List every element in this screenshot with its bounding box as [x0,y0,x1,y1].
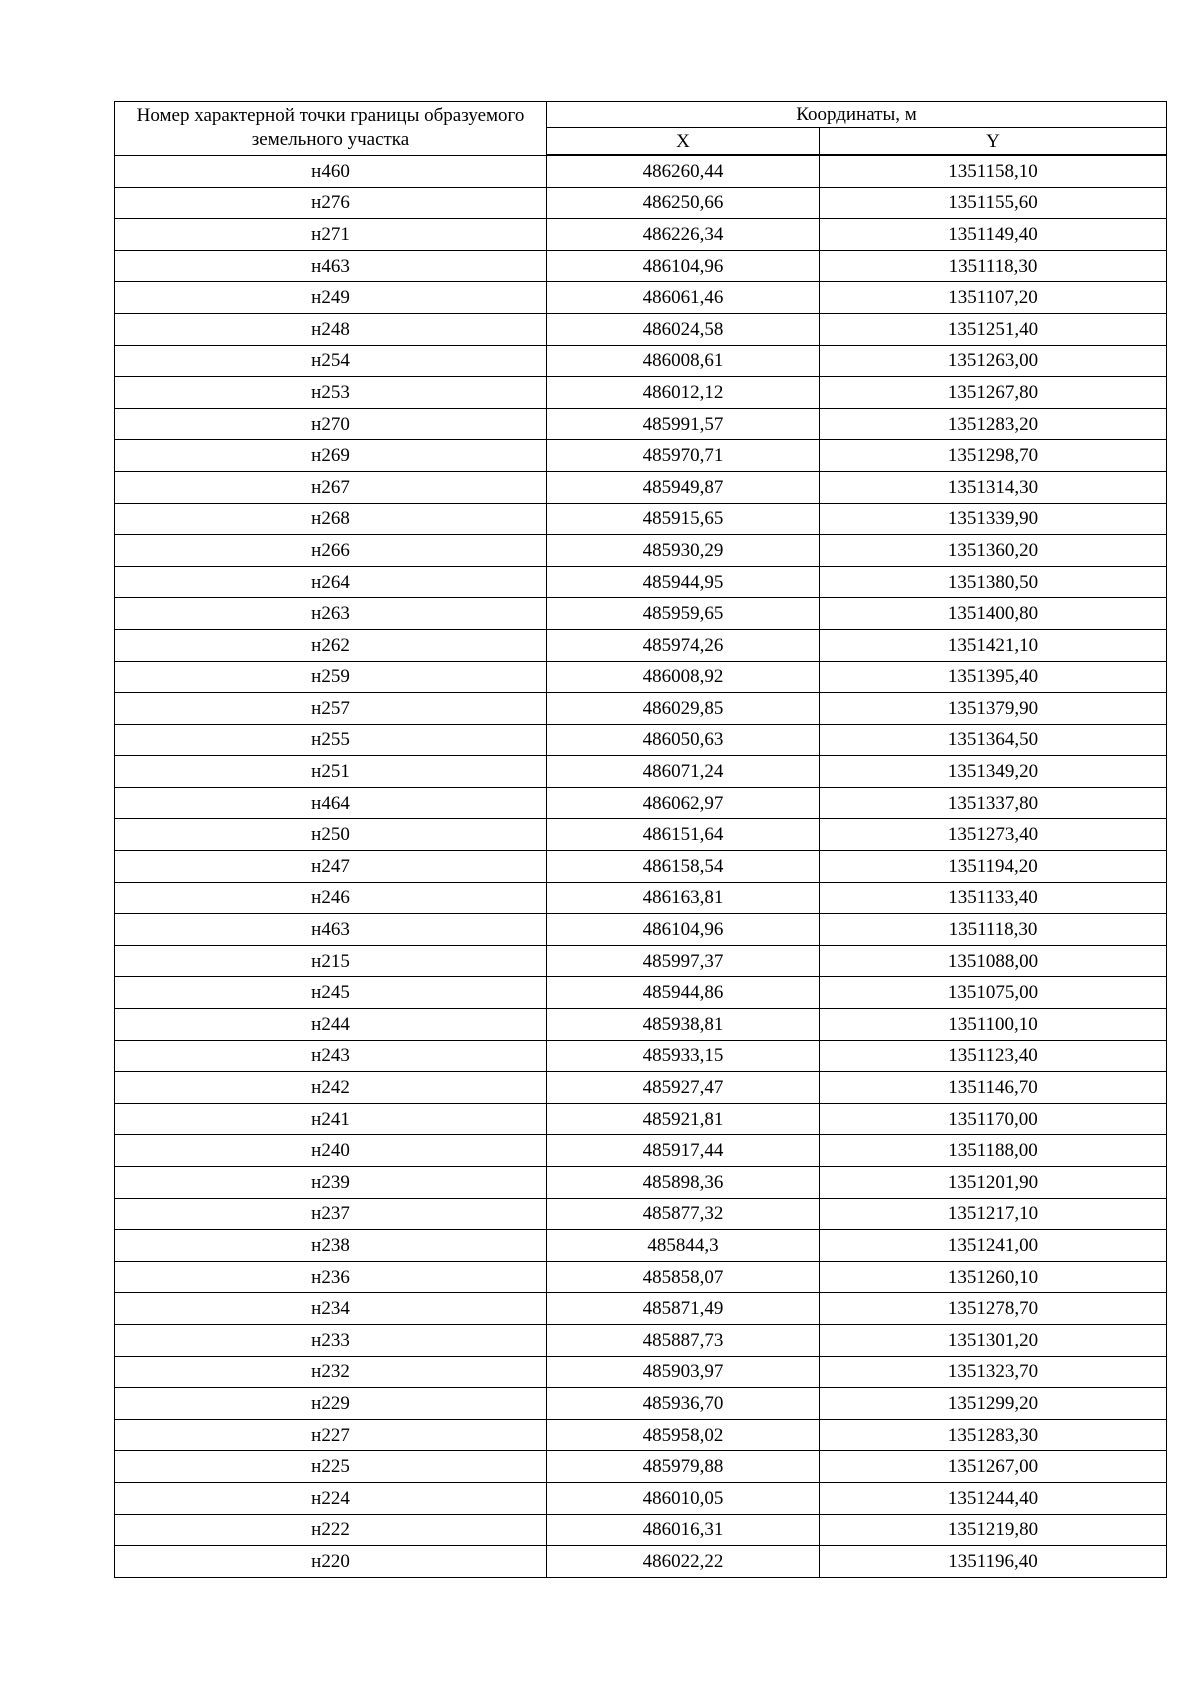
y-coordinate-cell: 1351349,20 [820,756,1167,788]
table-row [115,1419,1167,1451]
table-row [115,1482,1167,1514]
y-coordinate-cell: 1351395,40 [820,661,1167,693]
point-number-cell: н248 [115,313,547,345]
point-number-cell: н253 [115,377,547,409]
table-row [115,1167,1167,1199]
table-row [115,566,1167,598]
x-coordinate-cell: 485949,87 [547,471,820,503]
table-row [115,408,1167,440]
x-coordinate-cell: 486010,05 [547,1482,820,1514]
y-coordinate-cell: 1351158,10 [820,155,1167,187]
table-row [115,345,1167,377]
y-coordinate-cell: 1351400,80 [820,598,1167,630]
y-coordinate-cell: 1351100,10 [820,1009,1167,1041]
point-number-cell: н257 [115,693,547,725]
x-coordinate-cell: 486151,64 [547,819,820,851]
x-coordinate-cell: 486008,61 [547,345,820,377]
point-number-cell: н251 [115,756,547,788]
table-row [115,155,1167,187]
y-coordinate-cell: 1351196,40 [820,1546,1167,1578]
point-number-cell: н271 [115,219,547,251]
x-coordinate-cell: 485921,81 [547,1103,820,1135]
x-coordinate-cell: 485887,73 [547,1324,820,1356]
x-coordinate-cell: 485917,44 [547,1135,820,1167]
x-coordinate-cell: 486158,54 [547,851,820,883]
y-coordinate-cell: 1351088,00 [820,945,1167,977]
coordinates-table [114,101,1167,1578]
table-row [115,819,1167,851]
y-coordinate-cell: 1351263,00 [820,345,1167,377]
table-row [115,1103,1167,1135]
y-coordinate-cell: 1351283,20 [820,408,1167,440]
x-coordinate-cell: 485930,29 [547,535,820,567]
y-coordinate-cell: 1351146,70 [820,1072,1167,1104]
point-number-cell: н240 [115,1135,547,1167]
table-row [115,503,1167,535]
table-row [115,724,1167,756]
y-coordinate-cell: 1351337,80 [820,787,1167,819]
x-coordinate-cell: 486062,97 [547,787,820,819]
point-number-cell: н239 [115,1167,547,1199]
table-row [115,1135,1167,1167]
x-coordinate-cell: 485858,07 [547,1261,820,1293]
x-coordinate-cell: 485844,3 [547,1230,820,1262]
point-number-cell: н227 [115,1419,547,1451]
y-coordinate-cell: 1351107,20 [820,282,1167,314]
y-coordinate-cell: 1351267,80 [820,377,1167,409]
x-coordinate-cell: 486008,92 [547,661,820,693]
table-row [115,693,1167,725]
x-coordinate-cell: 485991,57 [547,408,820,440]
y-coordinate-cell: 1351201,90 [820,1167,1167,1199]
table-row [115,1451,1167,1483]
y-coordinate-cell: 1351360,20 [820,535,1167,567]
point-number-cell: н276 [115,187,547,219]
point-number-cell: н267 [115,471,547,503]
point-number-cell: н246 [115,882,547,914]
point-number-cell: н234 [115,1293,547,1325]
y-coordinate-cell: 1351299,20 [820,1388,1167,1420]
table-row [115,440,1167,472]
x-coordinate-cell: 485898,36 [547,1167,820,1199]
table-row [115,282,1167,314]
point-number-cell: н238 [115,1230,547,1262]
x-coordinate-cell: 485871,49 [547,1293,820,1325]
table-row [115,1324,1167,1356]
point-number-cell: н463 [115,914,547,946]
x-coordinate-cell: 485933,15 [547,1040,820,1072]
y-coordinate-cell: 1351075,00 [820,977,1167,1009]
table-row [115,661,1167,693]
point-number-cell: н215 [115,945,547,977]
point-number-header: Номер характерной точки границы образуемого земельного участка [115,102,547,156]
x-coordinate-cell: 486050,63 [547,724,820,756]
coordinates-header: Координаты, м [547,102,1167,128]
header-row-top [115,102,1167,128]
x-coordinate-cell: 485944,95 [547,566,820,598]
table-row [115,598,1167,630]
x-coordinate-cell: 485997,37 [547,945,820,977]
y-coordinate-cell: 1351118,30 [820,914,1167,946]
y-coordinate-cell: 1351298,70 [820,440,1167,472]
y-coordinate-cell: 1351283,30 [820,1419,1167,1451]
y-coordinate-cell: 1351118,30 [820,250,1167,282]
y-coordinate-cell: 1351188,00 [820,1135,1167,1167]
table-body [115,155,1167,1577]
x-coordinate-cell: 485959,65 [547,598,820,630]
x-coordinate-cell: 486061,46 [547,282,820,314]
x-coordinate-cell: 485958,02 [547,1419,820,1451]
x-coordinate-cell: 486226,34 [547,219,820,251]
point-number-cell: н241 [115,1103,547,1135]
y-coordinate-cell: 1351241,00 [820,1230,1167,1262]
x-coordinate-cell: 486104,96 [547,250,820,282]
table-row [115,756,1167,788]
y-coordinate-cell: 1351301,20 [820,1324,1167,1356]
table-row [115,1356,1167,1388]
x-coordinate-cell: 485927,47 [547,1072,820,1104]
table-row [115,1198,1167,1230]
table-row [115,1293,1167,1325]
table-row [115,787,1167,819]
table-row [115,535,1167,567]
point-number-cell: н236 [115,1261,547,1293]
point-number-cell: н254 [115,345,547,377]
x-coordinate-cell: 485974,26 [547,629,820,661]
table-row [115,629,1167,661]
table-row [115,977,1167,1009]
table-row [115,1009,1167,1041]
y-coordinate-cell: 1351380,50 [820,566,1167,598]
point-number-cell: н255 [115,724,547,756]
y-coordinate-cell: 1351251,40 [820,313,1167,345]
y-coordinate-cell: 1351244,40 [820,1482,1167,1514]
table-row [115,471,1167,503]
y-coordinate-cell: 1351219,80 [820,1514,1167,1546]
point-number-cell: н249 [115,282,547,314]
x-coordinate-cell: 485936,70 [547,1388,820,1420]
x-coordinate-cell: 485903,97 [547,1356,820,1388]
table-row [115,377,1167,409]
x-coordinate-cell: 485915,65 [547,503,820,535]
point-number-cell: н232 [115,1356,547,1388]
table-row [115,1261,1167,1293]
x-coordinate-cell: 486163,81 [547,882,820,914]
table-header [115,102,1167,156]
y-coordinate-cell: 1351278,70 [820,1293,1167,1325]
table-row [115,1514,1167,1546]
y-coordinate-cell: 1351217,10 [820,1198,1167,1230]
table-row [115,1072,1167,1104]
table-row [115,1546,1167,1578]
x-coordinate-cell: 486071,24 [547,756,820,788]
y-coordinate-cell: 1351149,40 [820,219,1167,251]
x-coordinate-cell: 486029,85 [547,693,820,725]
x-column-header: X [547,128,820,156]
y-coordinate-cell: 1351260,10 [820,1261,1167,1293]
point-number-cell: н264 [115,566,547,598]
table-row [115,313,1167,345]
point-number-cell: н268 [115,503,547,535]
table-row [115,250,1167,282]
y-coordinate-cell: 1351170,00 [820,1103,1167,1135]
table-row [115,187,1167,219]
point-number-cell: н269 [115,440,547,472]
point-number-cell: н460 [115,155,547,187]
point-number-cell: н220 [115,1546,547,1578]
point-number-cell: н262 [115,629,547,661]
x-coordinate-cell: 486016,31 [547,1514,820,1546]
table-row [115,851,1167,883]
table-row [115,1388,1167,1420]
point-number-cell: н463 [115,250,547,282]
point-number-cell: н225 [115,1451,547,1483]
point-number-cell: н247 [115,851,547,883]
x-coordinate-cell: 485979,88 [547,1451,820,1483]
table-row [115,219,1167,251]
point-number-cell: н242 [115,1072,547,1104]
point-number-cell: н222 [115,1514,547,1546]
point-number-cell: н237 [115,1198,547,1230]
x-coordinate-cell: 486012,12 [547,377,820,409]
table-row [115,914,1167,946]
y-coordinate-cell: 1351155,60 [820,187,1167,219]
y-coordinate-cell: 1351339,90 [820,503,1167,535]
y-coordinate-cell: 1351364,50 [820,724,1167,756]
y-coordinate-cell: 1351133,40 [820,882,1167,914]
y-coordinate-cell: 1351314,30 [820,471,1167,503]
x-coordinate-cell: 485944,86 [547,977,820,1009]
y-coordinate-cell: 1351194,20 [820,851,1167,883]
x-coordinate-cell: 486250,66 [547,187,820,219]
x-coordinate-cell: 485877,32 [547,1198,820,1230]
point-number-cell: н259 [115,661,547,693]
point-number-cell: н464 [115,787,547,819]
y-coordinate-cell: 1351273,40 [820,819,1167,851]
table-row [115,882,1167,914]
point-number-cell: н266 [115,535,547,567]
x-coordinate-cell: 486104,96 [547,914,820,946]
y-coordinate-cell: 1351123,40 [820,1040,1167,1072]
x-coordinate-cell: 485938,81 [547,1009,820,1041]
x-coordinate-cell: 485970,71 [547,440,820,472]
point-number-cell: н224 [115,1482,547,1514]
table-row [115,1230,1167,1262]
point-number-cell: н263 [115,598,547,630]
point-number-cell: н250 [115,819,547,851]
y-coordinate-cell: 1351379,90 [820,693,1167,725]
point-number-cell: н244 [115,1009,547,1041]
x-coordinate-cell: 486024,58 [547,313,820,345]
y-coordinate-cell: 1351323,70 [820,1356,1167,1388]
x-coordinate-cell: 486022,22 [547,1546,820,1578]
point-number-cell: н229 [115,1388,547,1420]
y-column-header: Y [820,128,1167,156]
point-number-cell: н245 [115,977,547,1009]
table-row [115,1040,1167,1072]
point-number-cell: н270 [115,408,547,440]
x-coordinate-cell: 486260,44 [547,155,820,187]
table-row [115,945,1167,977]
point-number-cell: н243 [115,1040,547,1072]
y-coordinate-cell: 1351421,10 [820,629,1167,661]
point-number-cell: н233 [115,1324,547,1356]
y-coordinate-cell: 1351267,00 [820,1451,1167,1483]
